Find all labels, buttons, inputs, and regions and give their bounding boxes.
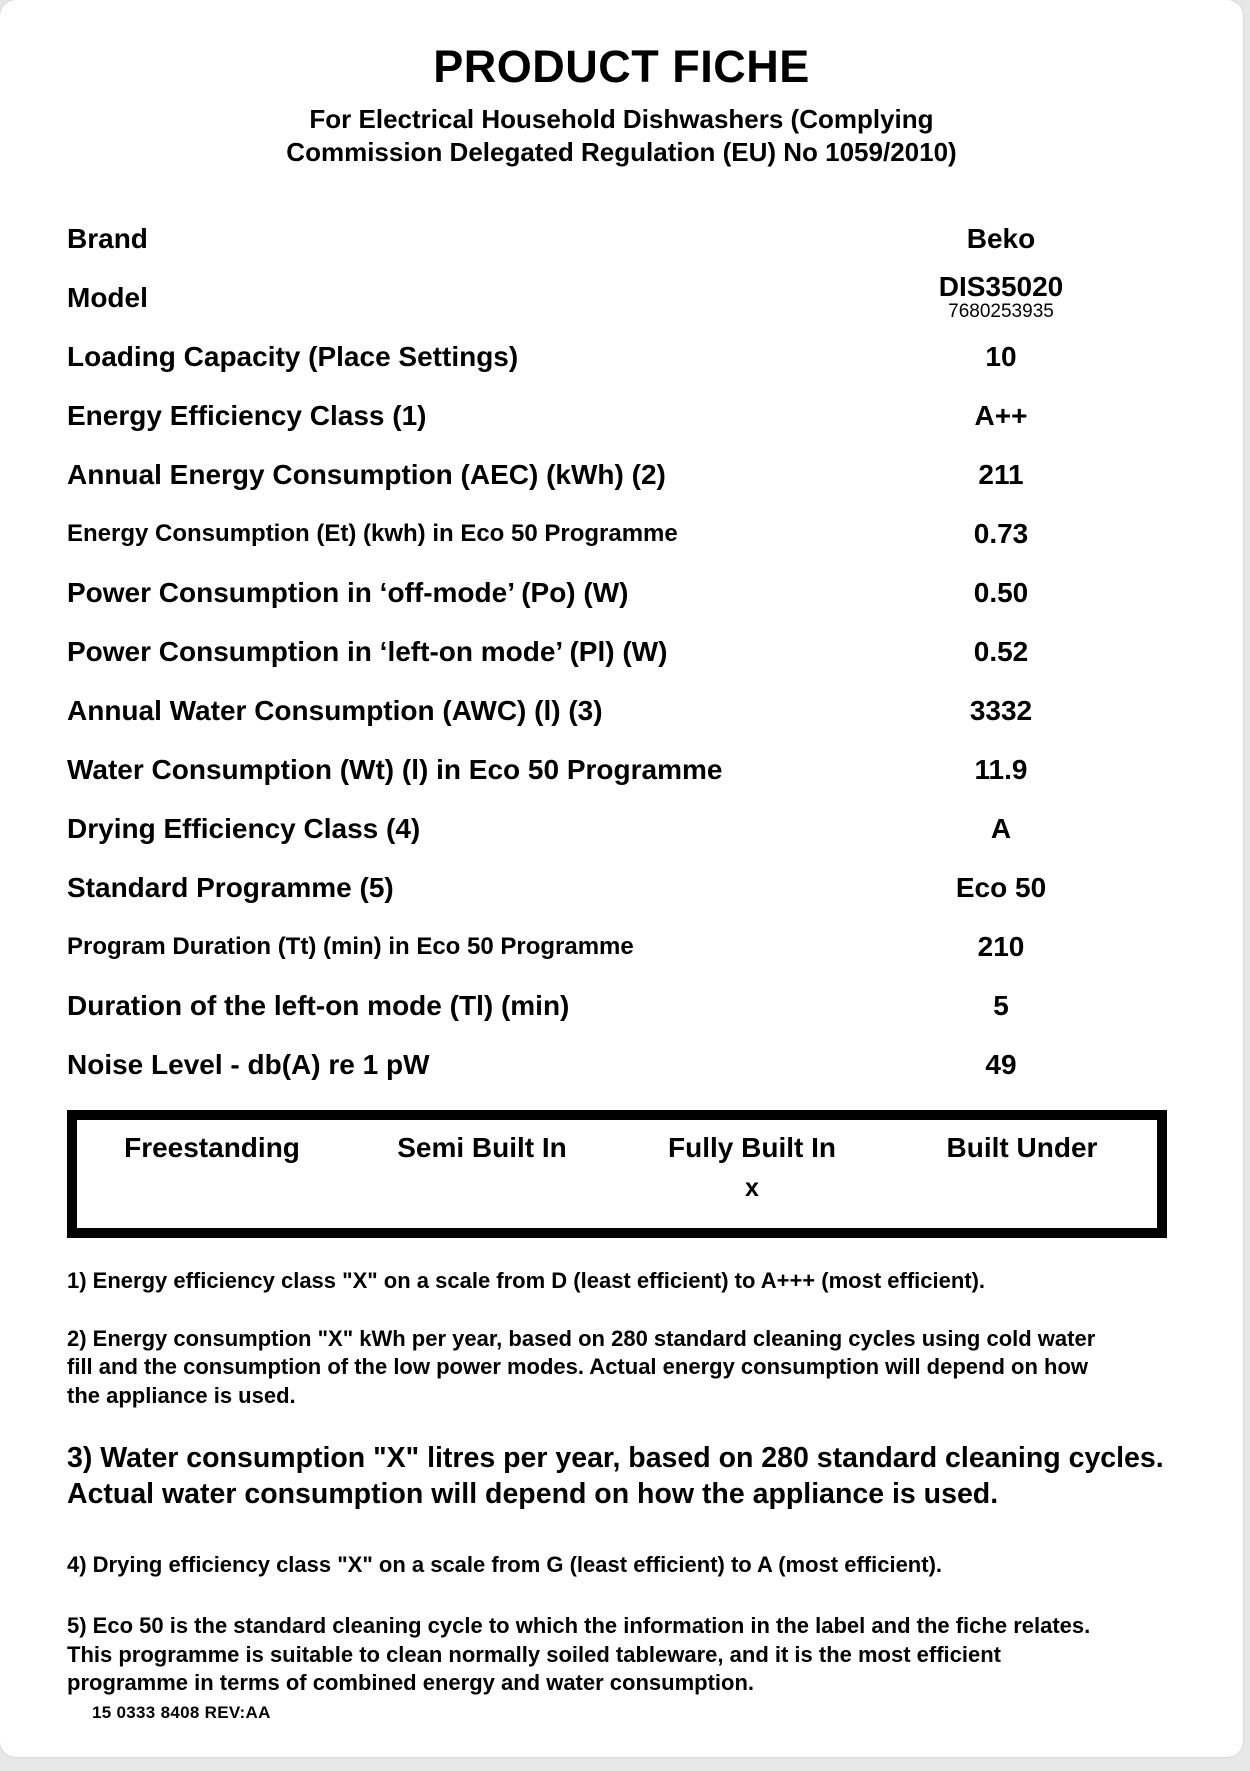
spec-value: A: [990, 812, 1012, 844]
spec-value: Eco 50: [955, 871, 1047, 903]
spec-row-annual-water-consumption: [0, 681, 1243, 740]
spec-row-model: [0, 268, 1243, 327]
spec-label: Water Consumption (Wt) (l) in Eco 50 Programme: [67, 753, 723, 785]
spec-value: 210: [977, 930, 1025, 962]
spec-value: A++: [974, 399, 1028, 431]
spec-row-power-off-mode: [0, 563, 1243, 622]
spec-label: Brand: [67, 222, 148, 254]
spec-value: 10: [985, 340, 1017, 372]
installation-header-built-under: Built Under: [946, 1132, 1098, 1164]
installation-type-headers: [77, 1120, 1157, 1164]
footnote-3: 3) Water consumption "X" litres per year, based on 280 standard cleaning cycles. Actual water consumption will depend on how the appliance is used.: [67, 1442, 1164, 1511]
spec-row-energy-consumption-eco50: [0, 504, 1243, 563]
spec-label: Noise Level - db(A) re 1 pW: [67, 1048, 430, 1080]
spec-label: Standard Programme (5): [67, 871, 394, 903]
page-title: PRODUCT FICHE: [433, 41, 810, 92]
installation-header-fully-built-in: Fully Built In: [668, 1132, 836, 1164]
spec-row-brand: [0, 209, 1243, 268]
installation-mark-freestanding: [77, 1164, 347, 1203]
spec-value: 3332: [969, 694, 1033, 726]
spec-value: 0.50: [973, 576, 1029, 608]
spec-label: Energy Efficiency Class (1): [67, 399, 427, 431]
installation-mark-fully-built-in: x: [745, 1174, 759, 1203]
spec-row-noise-level: [0, 1035, 1243, 1094]
spec-value: 49: [985, 1048, 1017, 1080]
footnote-2: 2) Energy consumption "X" kWh per year, based on 280 standard cleaning cycles using cold water fill and the consumption of the low power modes. Actual energy consumption will depend on how the appliance is used.: [67, 1325, 1096, 1408]
footnotes-section: [0, 1267, 1243, 1698]
spec-value: 11.9: [974, 753, 1028, 785]
spec-row-loading-capacity: [0, 327, 1243, 386]
spec-row-water-consumption-eco50: [0, 740, 1243, 799]
document-code: 15 0333 8408 REV:AA: [92, 1703, 271, 1722]
footnote-1: 1) Energy efficiency class "X" on a scale from D (least efficient) to A+++ (most efficient).: [67, 1268, 986, 1294]
spec-label: Power Consumption in ‘off-mode’ (Po) (W): [67, 576, 629, 608]
spec-table: [0, 209, 1243, 1094]
spec-row-program-duration: [0, 917, 1243, 976]
spec-label: Duration of the left-on mode (Tl) (min): [67, 989, 570, 1021]
spec-value: Beko: [966, 222, 1036, 254]
spec-value: 0.73: [973, 517, 1029, 549]
spec-row-left-on-duration: [0, 976, 1243, 1035]
subtitle-line-2: Commission Delegated Regulation (EU) No 1059/2010): [286, 137, 957, 168]
spec-value: 5: [993, 989, 1009, 1021]
installation-mark-built-under: [887, 1164, 1157, 1203]
model-serial: 7680253935: [948, 300, 1054, 322]
footnote-5: 5) Eco 50 is the standard cleaning cycle to which the information in the label and the fiche relates. This programme is suitable to clean normally soiled tableware, and it is the most efficient programme in terms of combined energy and water consumption.: [67, 1613, 1091, 1696]
spec-label: Program Duration (Tt) (min) in Eco 50 Programme: [67, 932, 634, 960]
spec-value: [890, 272, 1112, 322]
spec-row-annual-energy-consumption: [0, 445, 1243, 504]
page-subtitle: [0, 103, 1243, 169]
spec-row-power-left-on-mode: [0, 622, 1243, 681]
spec-label: Annual Energy Consumption (AEC) (kWh) (2): [67, 458, 666, 490]
spec-row-standard-programme: [0, 858, 1243, 917]
spec-label: Drying Efficiency Class (4): [67, 812, 421, 844]
model-number: DIS35020: [938, 271, 1064, 303]
spec-label: Loading Capacity (Place Settings): [67, 340, 519, 372]
spec-value: 0.52: [973, 635, 1029, 667]
spec-label: Model: [67, 281, 148, 313]
installation-type-box: [67, 1110, 1167, 1238]
spec-label: Power Consumption in ‘left-on mode’ (Pl) (W): [67, 635, 668, 667]
installation-header-freestanding: Freestanding: [124, 1132, 300, 1164]
installation-mark-semi-built-in: [347, 1164, 617, 1203]
subtitle-line-1: For Electrical Household Dishwashers (Complying: [309, 104, 934, 134]
spec-value: 211: [978, 458, 1024, 490]
spec-label: Annual Water Consumption (AWC) (l) (3): [67, 694, 603, 726]
installation-header-semi-built-in: Semi Built In: [397, 1132, 567, 1164]
spec-row-drying-efficiency-class: [0, 799, 1243, 858]
installation-type-marks: [77, 1164, 1157, 1203]
footnote-4: 4) Drying efficiency class "X" on a scale from G (least efficient) to A (most efficient).: [67, 1551, 943, 1577]
spec-row-energy-efficiency-class: [0, 386, 1243, 445]
spec-label: Energy Consumption (Et) (kwh) in Eco 50 Programme: [67, 519, 678, 547]
document-header: [0, 0, 1243, 169]
